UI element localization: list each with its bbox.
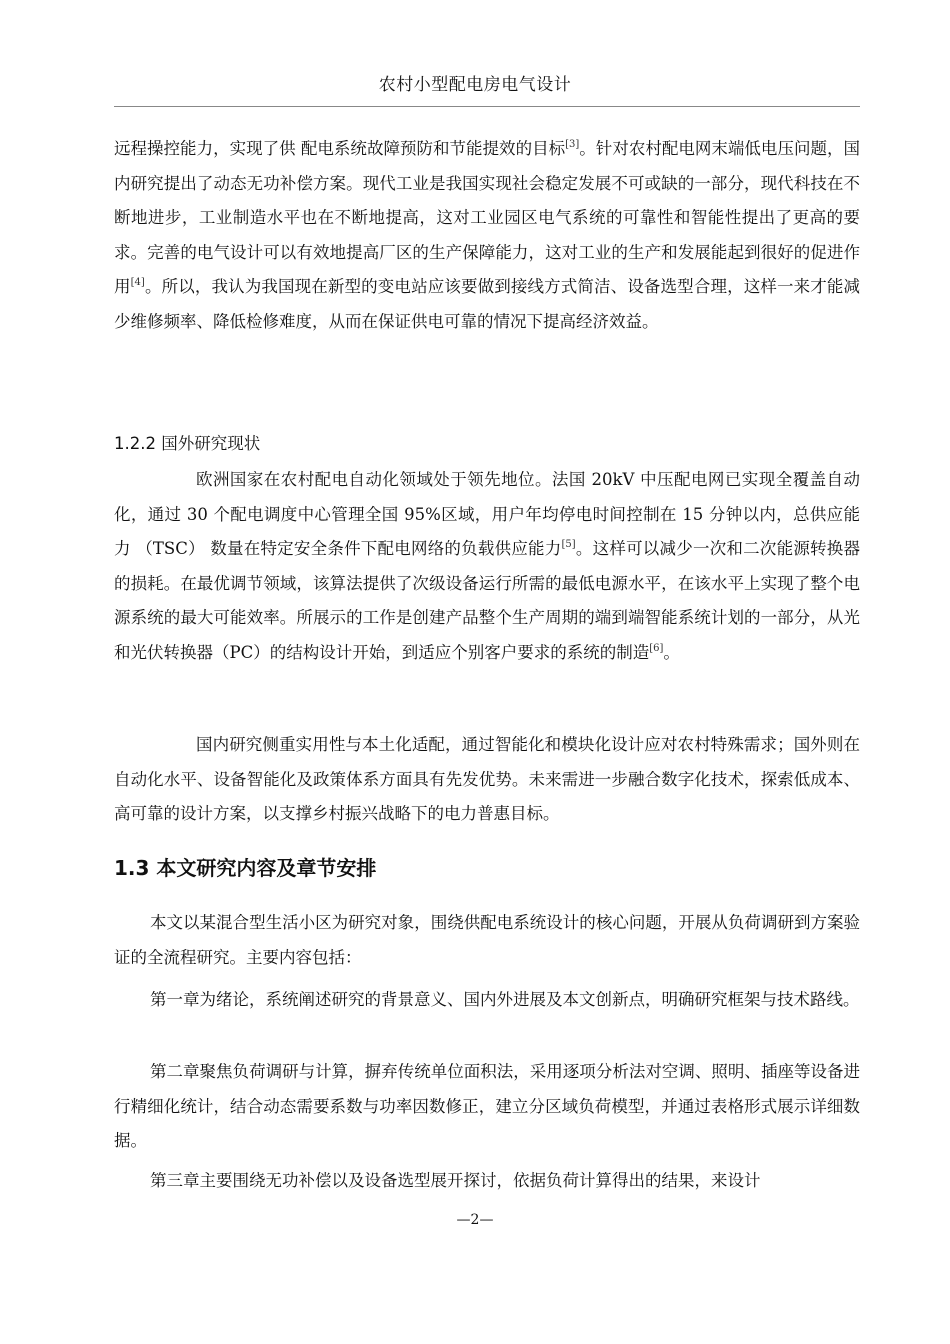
paragraph-text: 。这样可以减少一次和二次能源转换器的损耗。在最优调节领域，该算法提供了次级设备运行所需的最低电源水平，在该水平上实现了整个电源系统的最大可能效率。所展示的工作是创建产品整个生产周期的端到端智能系统计划的一部分，从光和光伏转换器（PC）的结构设计开始，到适应个别客户要求的系统的制造 [114, 539, 860, 662]
paragraph-research-summary: 国内研究侧重实用性与本土化适配，通过智能化和模块化设计应对农村特殊需求；国外则在自动化水平、设备智能化及政策体系方面具有先发优势。未来需进一步融合数字化技术，探索低成本、高可靠的设计方案，以支撑乡村振兴战略下的电力普惠目标。 [114, 735, 860, 823]
paragraph-chapter-two: 第二章聚焦负荷调研与计算，摒弃传统单位面积法，采用逐项分析法对空调、照明、插座等设备进行精细化统计，结合动态需要系数与功率因数修正，建立分区域负荷模型，并通过表格形式展示详细数据。 [114, 1062, 860, 1150]
paragraph-chapter-one: 第一章为绪论，系统阐述研究的背景意义、国内外进展及本文创新点，明确研究框架与技术路线。 [150, 990, 860, 1009]
paragraph-foreign-research [114, 463, 860, 670]
paragraph-research-intro: 本文以某混合型生活小区为研究对象，围绕供配电系统设计的核心问题，开展从负荷调研到方案验证的全流程研究。主要内容包括： [114, 913, 860, 967]
paragraph-text: 。所以，我认为我国现在新型的变电站应该要做到接线方式简洁、设备选型合理，这样一来才能减少维修频率、降低检修难度，从而在保证供电可靠的情况下提高经济效益。 [114, 277, 861, 331]
paragraph-text: 欧洲国家在农村配电自动化领域处于领先地位。法国 20kV 中压配电网已实现全覆盖自动化，通过 30 个配电调度中心管理全国 95%区域，用户年均停电时间控制在 15 分钟以内，总供应能力 （TSC） 数量在特定安全条件下配电网络的负载供应能力 [114, 470, 860, 558]
header-rule [114, 106, 860, 107]
running-header-title: 农村小型配电房电气设计 [378, 75, 572, 95]
paragraph-domestic-research-continued [114, 132, 860, 339]
paragraph-text: 。 [663, 642, 680, 662]
citation-ref: [3] [565, 139, 580, 150]
page-number: —2— [456, 1212, 494, 1228]
paragraph-text: 。针对农村配电网末端低电压问题，国内研究提出了动态无功补偿方案。现代工业是我国实现社会稳定发展不可或缺的一部分，现代科技在不断地进步，工业制造水平也在不断地提高，这对工业园区电气系统的可靠性和智能性提出了更高的要求。完善的电气设计可以有效地提高厂区的生产保障能力，这对工业的生产和发展能起到很好的促进作用 [114, 139, 861, 296]
paragraph-text: 远程操控能力，实现了供 配电系统故障预防和节能提效的目标 [114, 139, 566, 158]
section-heading-1-2-2: 1.2.2 国外研究现状 [114, 434, 261, 453]
paragraph-chapter-three: 第三章主要围绕无功补偿以及设备选型展开探讨，依据负荷计算得出的结果，来设计 [150, 1171, 761, 1190]
citation-ref: [5] [561, 539, 576, 550]
section-heading-1-3: 1.3 本文研究内容及章节安排 [114, 856, 377, 880]
citation-ref: [6] [649, 642, 664, 654]
citation-ref: [4] [130, 277, 145, 288]
